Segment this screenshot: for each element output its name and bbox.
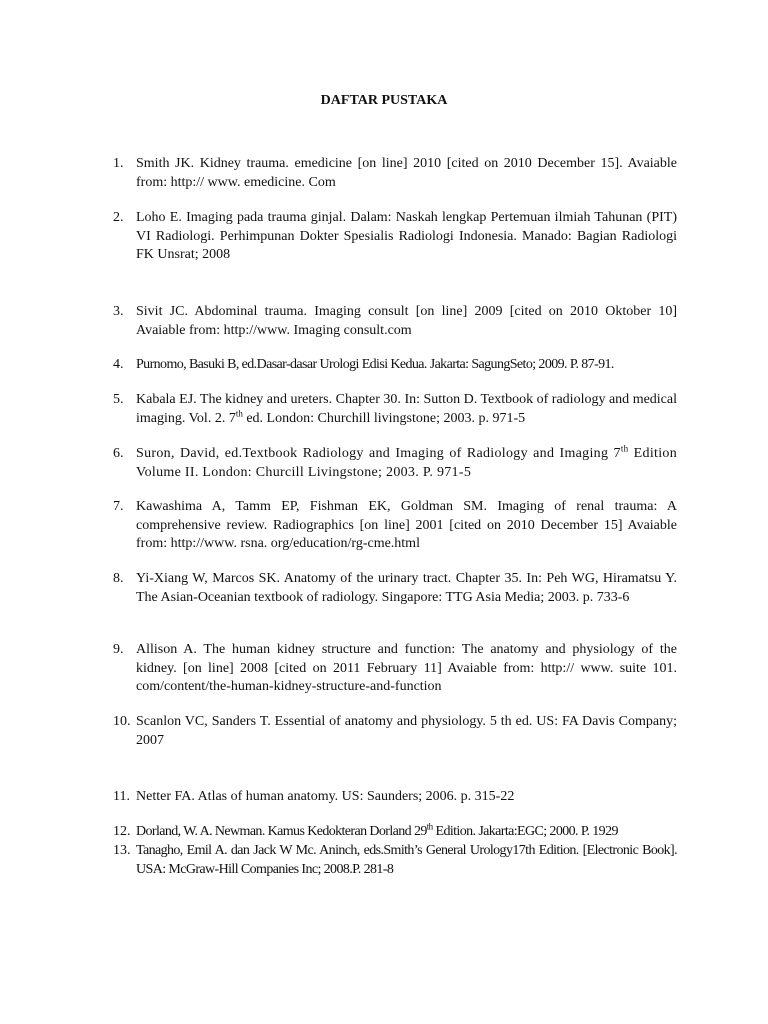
reference-number: 13. — [113, 843, 131, 858]
reference-number: 9. — [113, 642, 124, 657]
reference-number: 10. — [113, 714, 131, 729]
reference-number: 3. — [113, 304, 124, 319]
reference-item-10 — [113, 713, 677, 750]
reference-item-11 — [113, 788, 677, 807]
reference-text: Smith JK. Kidney trauma. emedicine [on line] 2010 [cited on 2010 December 15]. Avaiable from: http:// www. emedicine. Com — [136, 156, 677, 190]
reference-item-9 — [113, 641, 677, 697]
reference-item-7 — [113, 498, 677, 554]
reference-number: 2. — [113, 210, 124, 225]
reference-number: 6. — [113, 446, 124, 461]
reference-item-8 — [113, 570, 677, 607]
page-title: DAFTAR PUSTAKA — [320, 93, 448, 108]
reference-item-2 — [113, 209, 677, 265]
reference-item-6 — [113, 445, 677, 482]
reference-number: 12. — [113, 824, 131, 839]
reference-number: 8. — [113, 571, 124, 586]
reference-text: Suron, David, ed.Textbook Radiology and Imaging of Radiology and Imaging 7th Edition Volume II. London: Churcill Livingstone; 2003. P. 971-5 — [136, 443, 677, 480]
reference-text: Tanagho, Emil A. dan Jack W Mc. Aninch, eds.Smith’s General Urology17th Edition. [Electronic Book]. USA: McGraw-Hill Companies Inc; 2008.P. 281-8 — [136, 843, 677, 877]
reference-text: Netter FA. Atlas of human anatomy. US: Saunders; 2006. p. 315-22 — [136, 789, 515, 804]
reference-text: Dorland, W. A. Newman. Kamus Kedokteran Dorland 29th Edition. Jakarta:EGC; 2000. P. 1929 — [136, 821, 618, 839]
reference-number: 1. — [113, 156, 124, 171]
reference-number: 7. — [113, 499, 124, 514]
reference-item-5 — [113, 391, 677, 428]
reference-text: Purnomo, Basuki B, ed.Dasar-dasar Urologi Edisi Kedua. Jakarta: SagungSeto; 2009. P. 87-91. — [136, 357, 614, 372]
reference-number: 5. — [113, 392, 124, 407]
reference-item-13 — [113, 842, 677, 879]
reference-item-1 — [113, 155, 677, 192]
reference-text: Sivit JC. Abdominal trauma. Imaging consult [on line] 2009 [cited on 2010 Oktober 10] Avaiable from: http://www. Imaging consult.com — [136, 304, 677, 338]
reference-number: 4. — [113, 357, 124, 372]
reference-text: Yi-Xiang W, Marcos SK. Anatomy of the urinary tract. Chapter 35. In: Peh WG, Hiramatsu Y. The Asian-Oceanian textbook of radiology. Singapore: TTG Asia Media; 2003. p. 733-6 — [136, 571, 677, 605]
reference-item-3 — [113, 303, 677, 340]
reference-text: Loho E. Imaging pada trauma ginjal. Dalam: Naskah lengkap Pertemuan ilmiah Tahunan (PIT) VI Radiologi. Perhimpunan Dokter Spesialis Radiologi Indonesia. Manado: Bagian Radiologi FK Unsrat; 2008 — [136, 210, 677, 262]
reference-item-12 — [113, 823, 677, 842]
reference-number: 11. — [113, 789, 130, 804]
reference-text: Scanlon VC, Sanders T. Essential of anatomy and physiology. 5 th ed. US: FA Davis Company; 2007 — [136, 714, 677, 748]
reference-item-4 — [113, 356, 677, 375]
reference-text: Kawashima A, Tamm EP, Fishman EK, Goldman SM. Imaging of renal trauma: A comprehensive review. Radiographics [on line] 2001 [cited on 2010 December 15] Avaiable from: http://www. rsna. org/education/rg-cme.html — [136, 499, 677, 551]
reference-text: Allison A. The human kidney structure and function: The anatomy and physiology of the kidney. [on line] 2008 [cited on 2011 February 11] Avaiable from: http:// www. suite 101. com/content/the-human-kidney-structure-and-function — [136, 642, 677, 694]
reference-text: Kabala EJ. The kidney and ureters. Chapter 30. In: Sutton D. Textbook of radiology and medical imaging. Vol. 2. 7th ed. London: Churchill livingstone; 2003. p. 971-5 — [136, 392, 677, 426]
